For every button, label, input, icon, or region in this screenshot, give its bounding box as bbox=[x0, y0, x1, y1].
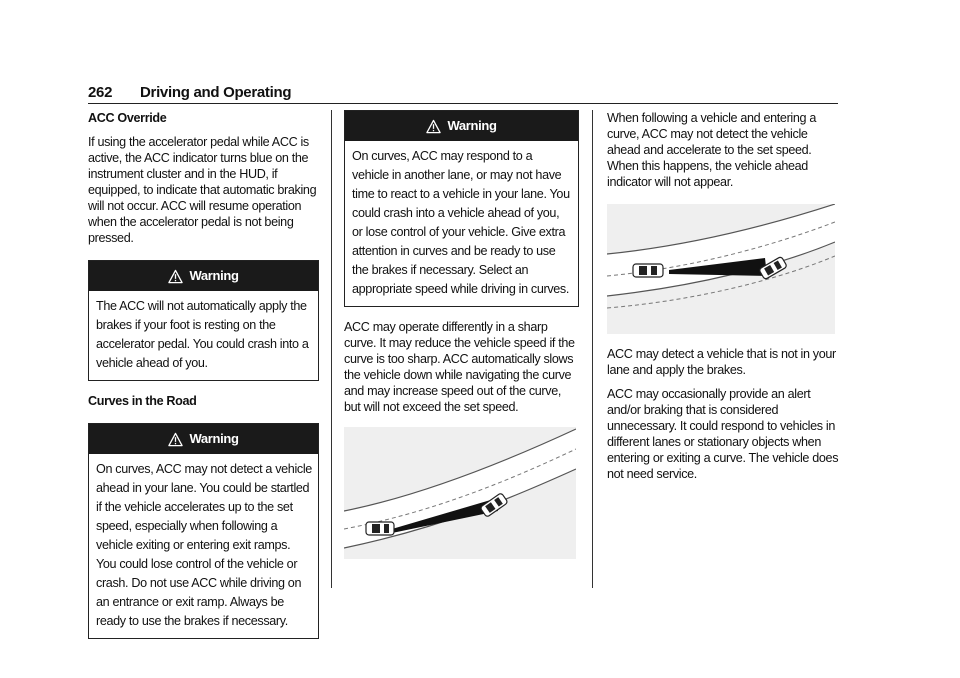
car-icon bbox=[366, 522, 394, 535]
warning-text: On curves, ACC may respond to a vehicle in another lane, or may not have time to react to a vehicle in your lane. You could crash into a vehicle ahead of you, or lose control of your vehicle. Give extra attention in curves and be ready to use the brakes if necessary. Select an appropriate speed while driving in curves. bbox=[352, 149, 570, 296]
column-right bbox=[607, 110, 839, 490]
adjacent-lane-paragraph: ACC may detect a vehicle that is not in your lane and apply the brakes. bbox=[607, 347, 836, 377]
column-middle bbox=[344, 110, 579, 559]
warning-label: Warning bbox=[189, 268, 239, 283]
warning-box bbox=[88, 260, 319, 381]
warning-header bbox=[89, 261, 318, 291]
header-rule bbox=[88, 103, 838, 104]
acc-override-paragraph: If using the accelerator pedal while ACC is active, the ACC indicator turns blue on the instrument cluster and in the HUD, if equipped, to indicate that automatic braking will not occur. ACC will resume operation when the accelerator pedal is not being pressed. bbox=[88, 135, 317, 245]
curve-illustration bbox=[344, 427, 576, 559]
warning-triangle-icon bbox=[168, 269, 183, 284]
section-title: Driving and Operating bbox=[140, 84, 292, 101]
warning-triangle-icon bbox=[168, 432, 183, 447]
column-left bbox=[88, 110, 319, 651]
warning-header bbox=[345, 111, 578, 141]
warning-triangle-icon bbox=[426, 119, 441, 134]
column-divider bbox=[331, 110, 332, 588]
warning-label: Warning bbox=[189, 431, 239, 446]
curves-heading: Curves in the Road bbox=[88, 394, 197, 408]
curve-illustration bbox=[607, 204, 835, 334]
unnecessary-braking-paragraph: ACC may occasionally provide an alert and/or braking that is considered unnecessary. It could respond to vehicles in different lanes or stationary objects when entering or exiting a curve. The vehicle does not need service. bbox=[607, 387, 839, 481]
warning-box bbox=[88, 423, 319, 639]
acc-override-heading: ACC Override bbox=[88, 111, 167, 125]
column-divider bbox=[592, 110, 593, 588]
warning-header bbox=[89, 424, 318, 454]
warning-box bbox=[344, 110, 579, 307]
sharp-curve-paragraph: ACC may operate differently in a sharp curve. It may reduce the vehicle speed if the curve is too sharp. ACC automatically slows the vehicle down while navigating the curve and may increase speed out of the curve, but will not exceed the set speed. bbox=[344, 320, 575, 414]
car-icon bbox=[633, 264, 663, 277]
warning-text: The ACC will not automatically apply the brakes if your foot is resting on the accelerator pedal. You could crash into a vehicle ahead of you. bbox=[96, 299, 309, 370]
warning-text: On curves, ACC may not detect a vehicle ahead in your lane. You could be startled if the vehicle accelerates up to the set speed, especially when following a vehicle exiting or entering exit ramps. You could lose control of the vehicle or crash. Do not use ACC while driving on an entrance or exit ramp. Always be ready to use the brakes if necessary. bbox=[96, 462, 312, 628]
page-number: 262 bbox=[88, 84, 113, 101]
following-vehicle-paragraph: When following a vehicle and entering a curve, ACC may not detect the vehicle ahead and accelerate to the set speed. When this happens, the vehicle ahead indicator will not appear. bbox=[607, 111, 816, 189]
warning-label: Warning bbox=[447, 118, 497, 133]
